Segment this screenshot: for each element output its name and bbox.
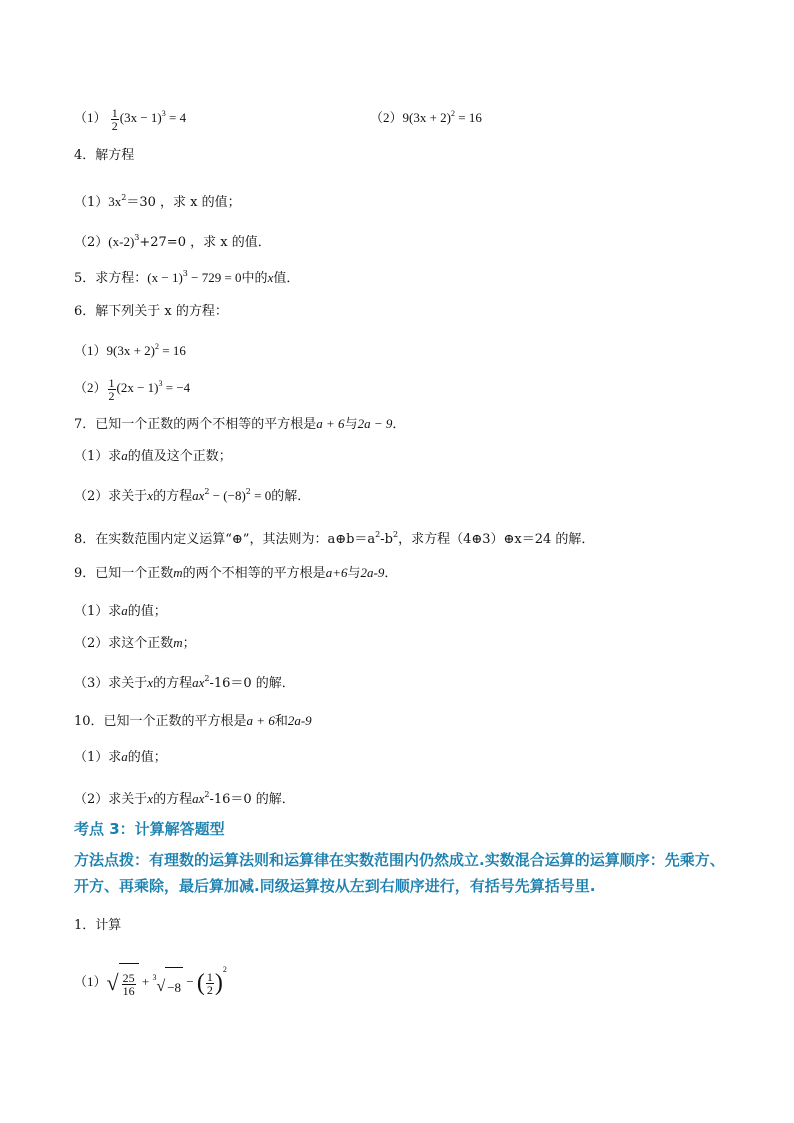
p3-item2-label: （2） <box>370 110 403 125</box>
p7-title: 7．已知一个正数的两个不相等的平方根是a + 6与2a − 9． <box>74 416 406 432</box>
p5: 5．求方程：$(x - 1)^3 - 729 = 0$中的x值． <box>74 269 300 286</box>
section-heading: 考点 3：计算解答题型 <box>74 820 225 838</box>
p8: 8．在实数范围内定义运算“⊕”，其法则为：$a\oplus b=a^2-b^2$，求方程（4⊕3）⊕x＝24 的解． <box>74 530 595 547</box>
p3-item1-fraction: $\frac{1}{2}$ <box>111 105 118 133</box>
p9-title: 9．已知一个正数m的两个不相等的平方根是a+6与2a-9． <box>74 565 398 581</box>
method-tip: 方法点拨：有理数的运算法则和运算律在实数范围内仍然成立.实数混合运算的运算顺序：先乘方、开方、再乘除，最后算加减.同级运算按从左到右顺序进行，有括号先算括号里. <box>74 851 725 895</box>
p10-q1: （1）求a的值； <box>74 749 167 765</box>
calc-q1: （1）√ $\frac{25}{16}$ + $^3$√ −8 − ( $\frac{1}{2}$ )$^2$ <box>74 950 227 1008</box>
p3-equations: （1） $\frac{1}{2}$ $(3x - 1)^3 = 4$ <box>74 105 187 133</box>
p7-q1: （1）求a的值及这个正数； <box>74 448 232 464</box>
p9-q3: （3）求关于x的方程$ax^2-16=0$ 的解． <box>74 674 295 691</box>
p7-q2: （2）求关于x的方程$ax^2 - (-8)^2 = 0$的解． <box>74 487 311 504</box>
p6-q2: （2） $\frac{1}{2}$ $(2x - 1)^3 = -4$ <box>74 375 191 403</box>
p4-title: 4．解方程 <box>74 148 135 163</box>
p3-item2: $(2)9(3x + 2)^2 = 16$ <box>370 109 482 125</box>
p4-q1: $(1)3x^2=30$ ，求 x 的值； <box>74 193 241 210</box>
sqrt-fraction: √ $\frac{25}{16}$ <box>107 962 139 1004</box>
p6-q1: $(1)9(3x + 2)^2 = 16$ <box>74 342 186 358</box>
p3-item1-label: （1） <box>74 110 107 125</box>
p6-q2-fraction: $\frac{1}{2}$ <box>108 375 115 403</box>
calc-title: 1．计算 <box>74 918 122 933</box>
p3-item1-expr: (3x − 1) <box>119 110 162 125</box>
p6-title: 6．解下列关于 x 的方程： <box>74 304 228 319</box>
p9-q1: （1）求a的值； <box>74 603 167 619</box>
p10-q2: （2）求关于x的方程$ax^2-16=0$ 的解． <box>74 790 295 807</box>
calc-fraction: $\frac{1}{2}$ <box>206 969 213 997</box>
p9-q2: （2）求这个正数m； <box>74 635 196 651</box>
p3-item2-expr: 9(3x + 2) <box>402 110 452 125</box>
p10-title: 10．已知一个正数的平方根是a + 6和2a-9 <box>74 713 312 729</box>
p4-q2: $(2)(x-2)^3+27=0$ ，求 x 的值． <box>74 233 271 250</box>
cube-root: $^3$√ −8 <box>152 958 183 1008</box>
